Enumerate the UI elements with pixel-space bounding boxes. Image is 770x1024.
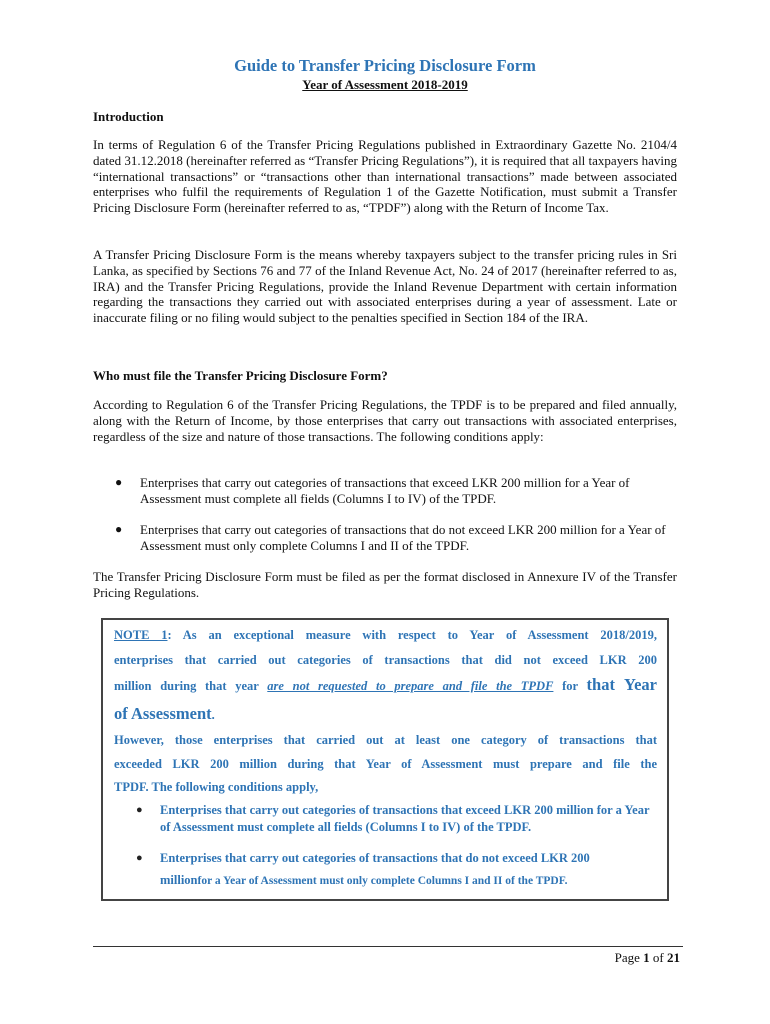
bullet-dot-icon: ● [115,475,123,489]
note-list-item-text: Enterprises that carry out categories of transactions that do not exceed LKR 200 millionfor a Year of Assessment must only complete Columns I and II of the TPDF. [160,851,590,887]
list-item-text: Enterprises that carry out categories of transactions that do not exceed LKR 200 million for a Year of Assessment must only complete Columns I and II of the TPDF. [140,522,666,553]
note-emphasis: are not requested to prepare and file the TPDF [267,679,554,693]
bullet-dot-icon: ● [136,852,143,864]
note-line-5: However, those enterprises that carried out at least one category of transactions that [114,733,657,747]
note-list-item [136,802,656,836]
bullet-dot-icon: ● [115,522,123,536]
document-title: Guide to Transfer Pricing Disclosure Form [234,56,536,75]
note-label: NOTE 1 [114,628,168,642]
note-line-2: enterprises that carried out categories of transactions that did not exceed LKR 200 [114,653,657,667]
note-line-6: exceeded LKR 200 million during that Year of Assessment must prepare and file the [114,757,657,771]
note-list-item [136,850,656,890]
document-subtitle: Year of Assessment 2018-2019 [302,77,468,92]
list-item [115,522,677,554]
list-item [115,475,677,507]
note-line-1: NOTE 1: As an exceptional measure with respect to Year of Assessment 2018/2019, [114,628,657,642]
who-must-file-heading: Who must file the Transfer Pricing Disclosure Form? [93,368,388,383]
introduction-paragraph-1: In terms of Regulation 6 of the Transfer Pricing Regulations published in Extraordinary Gazette No. 2104/4 dated 31.12.2018 (hereinafter referred as “Transfer Pricing Regulations”), it is required that all taxpayers having “international transactions” or “transactions other than international transactions” made between associated enterprises who fulfil the requirements of Regulation 1 of the Gazette Notification, must submit a Transfer Pricing Disclosure Form (hereinafter referred to as, “TPDF”) along with the Return of Income Tax. [93,137,677,216]
bullet-dot-icon: ● [136,804,143,816]
filing-format-paragraph: The Transfer Pricing Disclosure Form must be filed as per the format disclosed in Annexure IV of the Transfer Pricing Regulations. [93,569,677,600]
note-list-item-text: Enterprises that carry out categories of transactions that exceed LKR 200 million for a Year of Assessment must complete all fields (Columns I to IV) of the TPDF. [160,803,650,834]
list-item-text: Enterprises that carry out categories of transactions that exceed LKR 200 million for a Year of Assessment must complete all fields (Columns I to IV) of the TPDF. [140,475,630,506]
introduction-heading: Introduction [93,109,164,124]
page-number: Page 1 of 21 [614,950,680,965]
note-line-3: million during that year are not requested to prepare and file the TPDF for that Year [114,675,658,694]
note-line-7: TPDF. The following conditions apply, [114,780,319,794]
footer-divider [93,946,683,947]
note-line-4: of Assessment. [114,704,215,723]
who-must-file-paragraph: According to Regulation 6 of the Transfer Pricing Regulations, the TPDF is to be prepared and filed annually, along with the Return of Income, by those enterprises that carry out transactions with associated enterprises, regardless of the size and nature of those transactions. The following conditions apply: [93,397,677,444]
introduction-paragraph-2: A Transfer Pricing Disclosure Form is the means whereby taxpayers subject to the transfer pricing rules in Sri Lanka, as specified by Sections 76 and 77 of the Inland Revenue Act, No. 24 of 2017 (hereinafter referred to as, IRA) and the Transfer Pricing Regulations, provide the Inland Revenue Department with certain information regarding the transactions they carried out with associated enterprises during a year of assessment. Late or inaccurate filing or no filing would subject to the penalties specified in Section 184 of the IRA. [93,247,677,326]
